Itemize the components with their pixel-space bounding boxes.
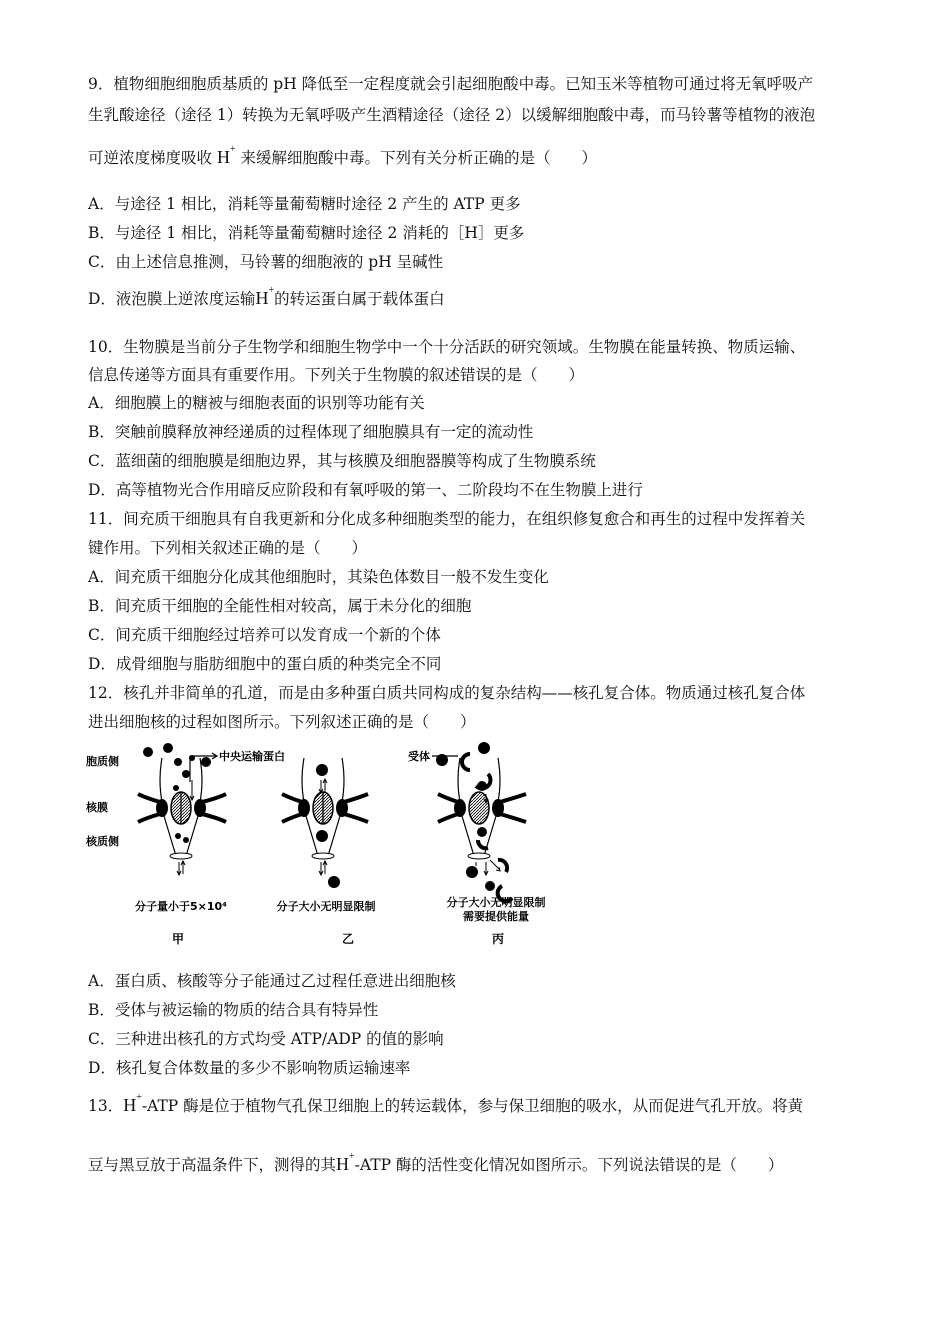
q11-option-d: D．成骨细胞与脂肪细胞中的蛋白质的种类完全不同 bbox=[88, 655, 442, 673]
q12-option-d: D．核孔复合体数量的多少不影响物质运输速率 bbox=[88, 1059, 411, 1077]
q9-option-a: A．与途径 1 相比，消耗等量葡萄糖时途径 2 产生的 ATP 更多 bbox=[88, 195, 521, 213]
q11-option-a: A．间充质干细胞分化成其他细胞时，其染色体数目一般不发生变化 bbox=[88, 568, 549, 586]
panel-bing bbox=[408, 742, 526, 901]
q9-stem-line1: 9．植物细胞细胞质基质的 pH 降低至一定程度就会引起细胞酸中毒。已知玉米等植物可通过将无氧呼吸产 bbox=[88, 75, 814, 93]
q12-stem-line2: 进出细胞核的过程如图所示。下列叙述正确的是（ ） bbox=[88, 713, 476, 731]
panel-yi bbox=[282, 758, 368, 888]
caption-bing-line1: 分子大小无明显限制 bbox=[446, 896, 546, 909]
label-central-transporter: 中央运输蛋白 bbox=[219, 750, 285, 763]
q9-stem-line3 bbox=[88, 143, 597, 169]
q9-option-d: D．液泡膜上逆浓度运输H+的转运蛋白属于载体蛋白 bbox=[88, 285, 445, 308]
label-nuclear-membrane: 核膜 bbox=[86, 801, 108, 814]
panel-name-jia: 甲 bbox=[171, 932, 185, 946]
panel-name-yi: 乙 bbox=[341, 932, 355, 946]
caption-yi: 分子大小无明显限制 bbox=[276, 900, 376, 913]
label-nucleoplasm-side: 核质侧 bbox=[86, 835, 119, 848]
q9-option-c: C．由上述信息推测，马铃薯的细胞液的 pH 呈碱性 bbox=[88, 253, 444, 271]
caption-bing-line2: 需要提供能量 bbox=[463, 910, 529, 923]
q10-stem-line1: 10．生物膜是当前分子生物学和细胞生物学中一个十分活跃的研究领域。生物膜在能量转换、物质运输、 bbox=[88, 338, 806, 356]
q13-stem-line1: 13．H+-ATP 酶是位于植物气孔保卫细胞上的转运载体，参与保卫细胞的吸水，从而促进气孔开放。将黄 bbox=[88, 1092, 804, 1115]
q12-stem-line1: 12．核孔并非简单的孔道，而是由多种蛋白质共同构成的复杂结构——核孔复合体。物质通过核孔复合体 bbox=[88, 684, 806, 702]
h-plus-symbol: H+ bbox=[336, 1151, 355, 1174]
q11-option-b: B．间充质干细胞的全能性相对较高，属于未分化的细胞 bbox=[88, 597, 472, 615]
q11-stem-line2: 键作用。下列相关叙述正确的是（ ） bbox=[88, 539, 368, 557]
nuclear-pore-diagram bbox=[86, 740, 566, 950]
panel-jia bbox=[138, 743, 285, 875]
q13-stem-line2: 豆与黑豆放于高温条件下，测得的其H+-ATP 酶的活性变化情况如图所示。下列说法错误的是（ ） bbox=[88, 1151, 784, 1174]
q12-option-c: C．三种进出核孔的方式均受 ATP/ADP 的值的影响 bbox=[88, 1030, 444, 1048]
h-plus-symbol: H+ bbox=[216, 144, 236, 167]
q9-option-b: B．与途径 1 相比，消耗等量葡萄糖时途径 2 消耗的［H］更多 bbox=[88, 224, 525, 242]
h-plus-symbol: H+ bbox=[255, 285, 275, 308]
q10-option-d: D．高等植物光合作用暗反应阶段和有氧呼吸的第一、二阶段均不在生物膜上进行 bbox=[88, 481, 643, 499]
q10-option-b: B．突触前膜释放神经递质的过程体现了细胞膜具有一定的流动性 bbox=[88, 423, 534, 441]
q9-stem-line3-post: 来缓解细胞酸中毒。下列有关分析正确的是（ ） bbox=[240, 149, 598, 167]
q9-stem-line3-pre: 可逆浓度梯度吸收 bbox=[88, 149, 213, 167]
panel-name-bing: 丙 bbox=[491, 932, 505, 946]
h-plus-symbol: H+ bbox=[123, 1092, 142, 1115]
nuclear-pore-figure bbox=[86, 740, 566, 950]
q9-stem-line2: 生乳酸途径（途径 1）转换为无氧呼吸产生酒精途径（途径 2）以缓解细胞酸中毒，而马铃薯等植物的液泡 bbox=[88, 106, 816, 124]
q11-option-c: C．间充质干细胞经过培养可以发育成一个新的个体 bbox=[88, 626, 441, 644]
q10-option-a: A．细胞膜上的糖被与细胞表面的识别等功能有关 bbox=[88, 394, 425, 412]
q10-stem-line2: 信息传递等方面具有重要作用。下列关于生物膜的叙述错误的是（ ） bbox=[88, 366, 585, 384]
label-cytoplasm-side: 胞质侧 bbox=[86, 755, 119, 768]
label-receptor: 受体 bbox=[408, 750, 430, 763]
q11-stem-line1: 11．间充质干细胞具有自我更新和分化成多种细胞类型的能力，在组织修复愈合和再生的过程中发挥着关 bbox=[88, 510, 806, 528]
caption-jia: 分子量小于5×10⁴ bbox=[135, 900, 227, 913]
q10-option-c: C．蓝细菌的细胞膜是细胞边界，其与核膜及细胞器膜等构成了生物膜系统 bbox=[88, 452, 596, 470]
q12-option-b: B．受体与被运输的物质的结合具有特异性 bbox=[88, 1001, 379, 1019]
q12-option-a: A．蛋白质、核酸等分子能通过乙过程任意进出细胞核 bbox=[88, 972, 456, 990]
